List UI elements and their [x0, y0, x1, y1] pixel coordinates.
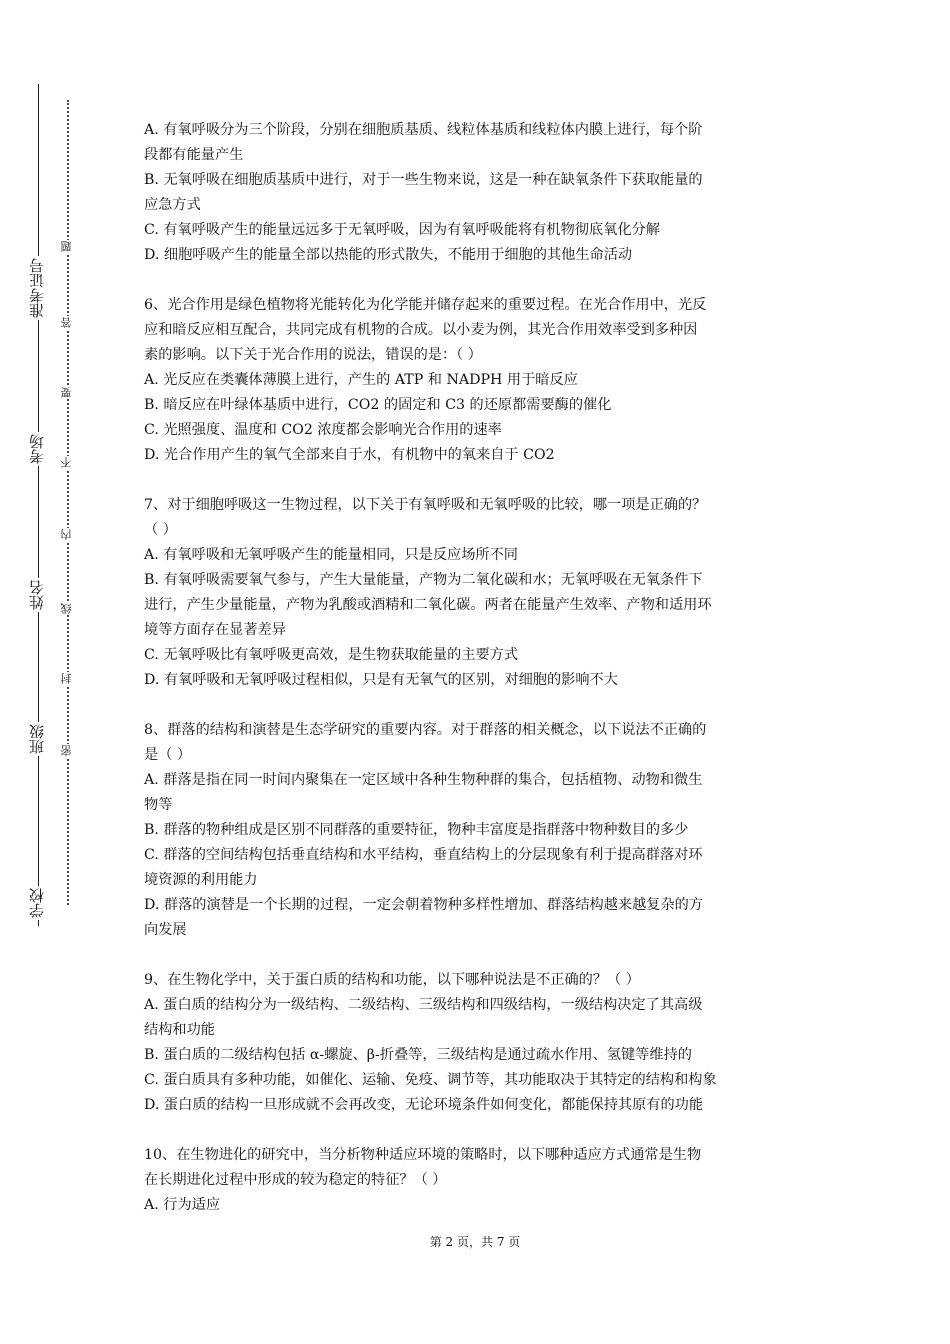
- text-line: 6、光合作用是绿色植物将光能转化为化学能并储存起来的重要过程。在光合作用中，光反: [144, 297, 707, 313]
- paragraph-gap: [144, 468, 812, 493]
- text-line: D. 群落的演替是一个长期的过程，一定会朝着物种多样性增加、群落结构越来越复杂的方: [144, 897, 704, 913]
- seal-char: 线: [60, 603, 73, 614]
- question-content: [144, 118, 812, 1218]
- text-line: D. 光合作用产生的氧气全部来自于水，有机物中的氧来自于 CO2: [144, 447, 555, 463]
- school-label: 学校: [22, 886, 52, 920]
- text-line: 应急方式: [144, 197, 201, 213]
- seal-char: 题: [60, 241, 73, 252]
- seal-char: 要: [60, 387, 73, 398]
- paragraph-gap: [144, 943, 812, 968]
- text-line: 在长期进化过程中形成的较为稳定的特征？（ ）: [144, 1172, 447, 1188]
- seal-dotted-line: [67, 100, 69, 905]
- class-label: 班级: [22, 722, 52, 756]
- exam-number-label: 准考证号: [22, 256, 52, 320]
- paragraph-gap: [144, 1118, 812, 1143]
- text-line: 进行，产生少量能量，产物为乳酸或酒精和二氧化碳。两者在能量产生效率、产物和适用环: [144, 597, 712, 613]
- binding-strip: [0, 0, 90, 1344]
- text-line: C. 无氧呼吸比有氧呼吸更高效，是生物获取能量的主要方式: [144, 647, 519, 663]
- seal-char: 密: [60, 745, 73, 756]
- text-line: C. 光照强度、温度和 CO2 浓度都会影响光合作用的速率: [144, 422, 502, 438]
- text-line: D. 细胞呼吸产生的能量全部以热能的形式散失，不能用于细胞的其他生命活动: [144, 247, 633, 263]
- text-line: A. 蛋白质的结构分为一级结构、二级结构、三级结构和四级结构，一级结构决定了其高级: [144, 997, 703, 1013]
- text-line: A. 有氧呼吸分为三个阶段，分别在细胞质基质、线粒体基质和线粒体内膜上进行，每个阶: [144, 122, 703, 138]
- seal-char: 不: [60, 457, 73, 468]
- text-line: 向发展: [144, 922, 187, 938]
- text-line: 境等方面存在显著差异: [144, 622, 286, 638]
- seal-char: 答: [60, 317, 73, 328]
- text-line: B. 群落的物种组成是区别不同群落的重要特征，物种丰富度是指群落中物种数目的多少: [144, 822, 689, 838]
- text-line: B. 无氧呼吸在细胞质基质中进行，对于一些生物来说，这是一种在缺氧条件下获取能量的: [144, 172, 703, 188]
- text-line: B. 暗反应在叶绿体基质中进行，CO2 的固定和 C3 的还原都需要酶的催化: [144, 397, 612, 413]
- page-footer: 第 2 页，共 7 页: [429, 1235, 521, 1249]
- text-line: A. 群落是指在同一时间内聚集在一定区域中各种生物种群的集合，包括植物、动物和微生: [144, 772, 703, 788]
- text-line: D. 有氧呼吸和无氧呼吸过程相似，只是有无氧气的区别，对细胞的影响不大: [144, 672, 618, 688]
- text-line: B. 有氧呼吸需要氧气参与，产生大量能量，产物为二氧化碳和水；无氧呼吸在无氧条件下: [144, 572, 703, 588]
- text-line: B. 蛋白质的二级结构包括 α-螺旋、β-折叠等，三级结构是通过疏水作用、氢键等维持的: [144, 1047, 692, 1063]
- text-line: 8、群落的结构和演替是生态学研究的重要内容。对于群落的相关概念，以下说法不正确的: [144, 722, 707, 738]
- text-line: A. 有氧呼吸和无氧呼吸产生的能量相同，只是反应场所不同: [144, 547, 518, 563]
- paragraph-gap: [144, 268, 812, 293]
- text-line: 9、在生物化学中，关于蛋白质的结构和功能，以下哪种说法是不正确的？（ ）: [144, 972, 640, 988]
- text-line: 10、在生物进化的研究中，当分析物种适应环境的策略时，以下哪种适应方式通常是生物: [144, 1147, 702, 1163]
- text-line: 物等: [144, 797, 173, 813]
- student-name-label: 姓名: [22, 578, 52, 612]
- exam-room-label: 考场: [22, 432, 52, 466]
- text-line: 境资源的利用能力: [144, 872, 258, 888]
- text-line: 段都有能量产生: [144, 147, 244, 163]
- text-line: 7、对于细胞呼吸这一生物过程，以下关于有氧呼吸和无氧呼吸的比较，哪一项是正确的？: [144, 497, 707, 513]
- text-line: 应和暗反应相互配合，共同完成有机物的合成。以小麦为例，其光合作用效率受到多种因: [144, 322, 698, 338]
- text-line: 是（ ）: [144, 747, 192, 763]
- text-line: D. 蛋白质的结构一旦形成就不会再改变，无论环境条件如何变化，都能保持其原有的功能: [144, 1097, 704, 1113]
- text-line: A. 光反应在类囊体薄膜上进行，产生的 ATP 和 NADPH 用于暗反应: [144, 372, 578, 388]
- paragraph-gap: [144, 693, 812, 718]
- text-line: 结构和功能: [144, 1022, 215, 1038]
- text-line: C. 群落的空间结构包括垂直结构和水平结构，垂直结构上的分层现象有利于提高群落对环: [144, 847, 703, 863]
- text-line: C. 有氧呼吸产生的能量远远多于无氧呼吸，因为有氧呼吸能将有机物彻底氧化分解: [144, 222, 660, 238]
- text-line: 素的影响。以下关于光合作用的说法，错误的是：（ ）: [144, 347, 482, 363]
- text-line: C. 蛋白质具有多种功能，如催化、运输、免疫、调节等，其功能取决于其特定的结构和构象: [144, 1072, 717, 1088]
- binding-solid-line: [38, 84, 39, 926]
- text-line: （ ）: [144, 522, 177, 538]
- seal-char: 内: [60, 529, 73, 540]
- seal-char: 封: [60, 673, 73, 684]
- text-line: A. 行为适应: [144, 1197, 221, 1213]
